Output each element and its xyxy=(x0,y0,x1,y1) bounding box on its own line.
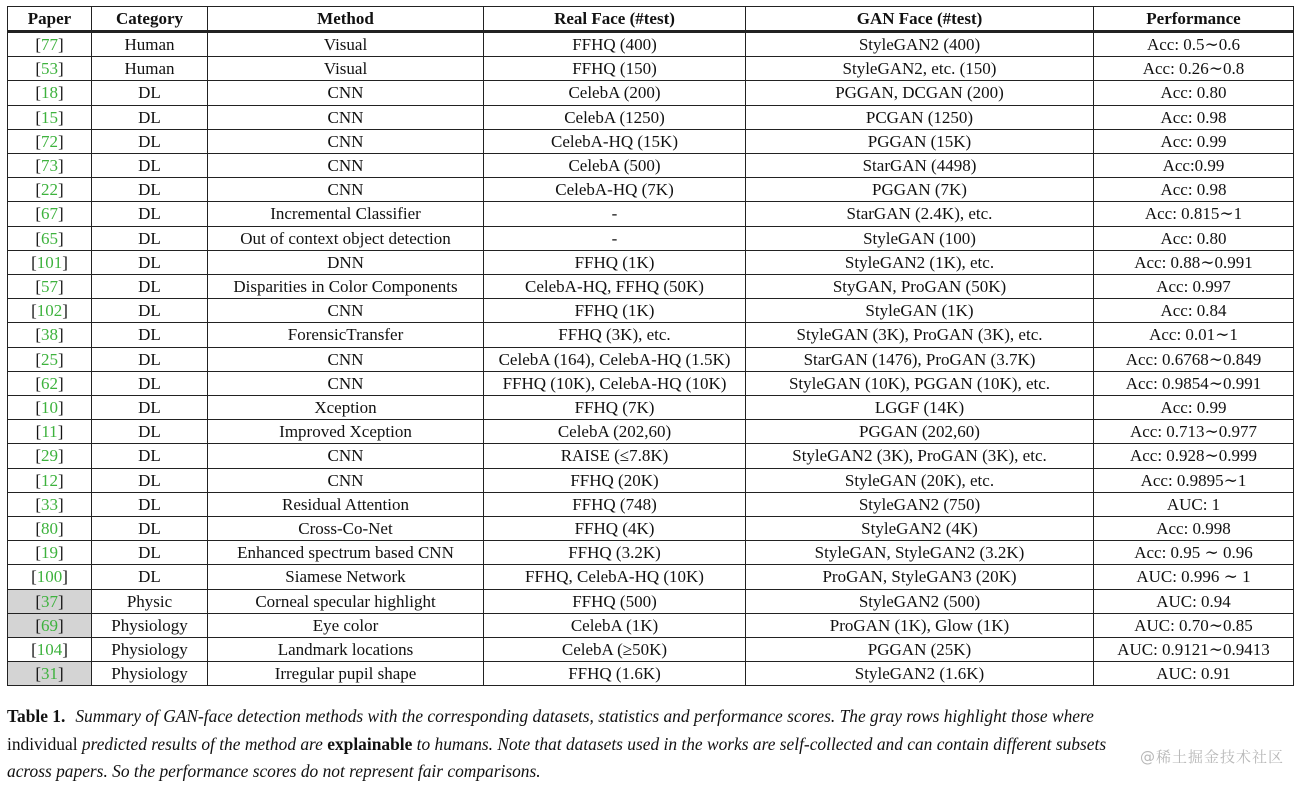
bracket-close: ] xyxy=(62,640,68,660)
cell-method: ForensicTransfer xyxy=(208,323,484,347)
cell-method: Disparities in Color Components xyxy=(208,275,484,299)
reference-link[interactable]: 15 xyxy=(41,107,58,127)
table-row xyxy=(8,32,1294,57)
table-row xyxy=(8,154,1294,178)
cell-method: Incremental Classifier xyxy=(208,202,484,226)
bracket-open: [ xyxy=(35,156,41,176)
watermark: @稀土掘金技术社区 xyxy=(1139,748,1284,766)
cell-paper xyxy=(8,662,92,686)
cell-paper xyxy=(8,81,92,105)
cell-method: CNN xyxy=(208,468,484,492)
cell-real-face: CelebA (500) xyxy=(484,154,746,178)
bracket-open: [ xyxy=(35,349,41,369)
cell-paper xyxy=(8,420,92,444)
cell-method: Xception xyxy=(208,396,484,420)
bracket-close: ] xyxy=(58,591,64,611)
cell-gan-face: StyleGAN (3K), ProGAN (3K), etc. xyxy=(746,323,1094,347)
reference-link[interactable]: 10 xyxy=(41,398,58,418)
cell-method: Irregular pupil shape xyxy=(208,662,484,686)
cell-method: CNN xyxy=(208,81,484,105)
cell-real-face: FFHQ (1K) xyxy=(484,299,746,323)
table-row xyxy=(8,517,1294,541)
reference-link[interactable]: 18 xyxy=(41,83,58,103)
bracket-close: ] xyxy=(58,107,64,127)
cell-gan-face: StyleGAN (10K), PGGAN (10K), etc. xyxy=(746,371,1094,395)
cell-performance: Acc: 0.26∼0.8 xyxy=(1094,57,1294,81)
bracket-close: ] xyxy=(58,35,64,54)
cell-real-face: RAISE (≤7.8K) xyxy=(484,444,746,468)
cell-real-face: FFHQ (748) xyxy=(484,492,746,516)
table-row xyxy=(8,178,1294,202)
cell-performance: Acc: 0.01∼1 xyxy=(1094,323,1294,347)
cell-performance: AUC: 0.70∼0.85 xyxy=(1094,613,1294,637)
cell-real-face: FFHQ (500) xyxy=(484,589,746,613)
reference-link[interactable]: 29 xyxy=(41,446,58,466)
bracket-open: [ xyxy=(31,301,37,321)
caption-text-5: across papers. So the performance scores do not represent fair comparisons. xyxy=(7,761,541,781)
bracket-open: [ xyxy=(35,494,41,514)
cell-performance: Acc: 0.88∼0.991 xyxy=(1094,250,1294,274)
bracket-open: [ xyxy=(35,131,41,151)
cell-category: DL xyxy=(92,275,208,299)
cell-gan-face: PGGAN (202,60) xyxy=(746,420,1094,444)
table-row xyxy=(8,468,1294,492)
header-category: Category xyxy=(92,7,208,32)
cell-real-face: CelebA (164), CelebA-HQ (1.5K) xyxy=(484,347,746,371)
cell-method: Corneal specular highlight xyxy=(208,589,484,613)
cell-method: Visual xyxy=(208,32,484,57)
cell-category: DL xyxy=(92,81,208,105)
bracket-close: ] xyxy=(58,131,64,151)
bracket-open: [ xyxy=(31,252,37,272)
reference-link[interactable]: 33 xyxy=(41,494,58,514)
cell-category: DL xyxy=(92,202,208,226)
cell-performance: Acc: 0.95 ∼ 0.96 xyxy=(1094,541,1294,565)
table-row xyxy=(8,613,1294,637)
cell-performance: Acc: 0.9895∼1 xyxy=(1094,468,1294,492)
reference-link[interactable]: 101 xyxy=(36,252,63,272)
bracket-close: ] xyxy=(58,470,64,490)
cell-real-face: FFHQ (1.6K) xyxy=(484,662,746,686)
cell-category: Physiology xyxy=(92,638,208,662)
cell-method: CNN xyxy=(208,129,484,153)
cell-category: Human xyxy=(92,32,208,57)
cell-method: CNN xyxy=(208,154,484,178)
bracket-open: [ xyxy=(35,83,41,103)
table-row xyxy=(8,81,1294,105)
cell-gan-face: PGGAN (25K) xyxy=(746,638,1094,662)
table-row xyxy=(8,541,1294,565)
table-row xyxy=(8,638,1294,662)
bracket-open: [ xyxy=(31,567,37,587)
cell-category: Physiology xyxy=(92,662,208,686)
cell-performance: AUC: 0.94 xyxy=(1094,589,1294,613)
cell-gan-face: PGGAN (7K) xyxy=(746,178,1094,202)
cell-performance: Acc: 0.80 xyxy=(1094,226,1294,250)
cell-method: CNN xyxy=(208,299,484,323)
cell-performance: AUC: 0.996 ∼ 1 xyxy=(1094,565,1294,589)
bracket-close: ] xyxy=(58,615,64,635)
bracket-close: ] xyxy=(58,519,64,539)
bracket-open: [ xyxy=(35,615,41,635)
bracket-close: ] xyxy=(58,277,64,297)
reference-link[interactable]: 38 xyxy=(41,325,58,345)
cell-category: DL xyxy=(92,420,208,444)
cell-real-face: FFHQ (4K) xyxy=(484,517,746,541)
cell-real-face: - xyxy=(484,202,746,226)
cell-paper xyxy=(8,468,92,492)
cell-method: Visual xyxy=(208,57,484,81)
bracket-open: [ xyxy=(35,59,41,79)
bracket-close: ] xyxy=(62,252,68,272)
bracket-open: [ xyxy=(35,398,41,418)
cell-performance: Acc: 0.928∼0.999 xyxy=(1094,444,1294,468)
reference-link[interactable]: 69 xyxy=(41,615,58,635)
cell-category: DL xyxy=(92,299,208,323)
cell-method: CNN xyxy=(208,347,484,371)
cell-method: CNN xyxy=(208,371,484,395)
bracket-close: ] xyxy=(58,398,64,418)
cell-paper xyxy=(8,178,92,202)
caption-text-2: individual xyxy=(7,733,78,754)
table-row xyxy=(8,250,1294,274)
cell-category: DL xyxy=(92,396,208,420)
cell-paper xyxy=(8,444,92,468)
cell-gan-face: StyleGAN2 (3K), ProGAN (3K), etc. xyxy=(746,444,1094,468)
cell-performance: Acc: 0.98 xyxy=(1094,105,1294,129)
table-container xyxy=(7,6,1293,686)
cell-gan-face: StyleGAN, StyleGAN2 (3.2K) xyxy=(746,541,1094,565)
table-row xyxy=(8,371,1294,395)
summary-table xyxy=(7,6,1294,686)
reference-link[interactable]: 100 xyxy=(36,567,63,587)
cell-performance: Acc: 0.5∼0.6 xyxy=(1094,32,1294,57)
cell-performance: AUC: 1 xyxy=(1094,492,1294,516)
bracket-open: [ xyxy=(35,519,41,539)
bracket-close: ] xyxy=(57,422,64,442)
cell-category: DL xyxy=(92,347,208,371)
cell-category: DL xyxy=(92,565,208,589)
table-row xyxy=(8,275,1294,299)
cell-gan-face: StyleGAN (20K), etc. xyxy=(746,468,1094,492)
cell-category: DL xyxy=(92,129,208,153)
cell-performance: Acc: 0.98 xyxy=(1094,178,1294,202)
reference-link[interactable]: 77 xyxy=(41,35,58,54)
bracket-open: [ xyxy=(35,543,41,563)
cell-method: Enhanced spectrum based CNN xyxy=(208,541,484,565)
bracket-close: ] xyxy=(58,373,64,393)
cell-real-face: FFHQ (1K) xyxy=(484,250,746,274)
cell-real-face: FFHQ (150) xyxy=(484,57,746,81)
bracket-open: [ xyxy=(35,180,41,200)
table-body xyxy=(8,32,1294,686)
cell-paper xyxy=(8,517,92,541)
cell-paper xyxy=(8,613,92,637)
caption-label: Table 1. xyxy=(7,706,66,726)
bracket-close: ] xyxy=(58,446,64,466)
cell-real-face: CelebA-HQ (7K) xyxy=(484,178,746,202)
bracket-open: [ xyxy=(31,640,37,660)
reference-link[interactable]: 73 xyxy=(41,156,58,176)
cell-paper xyxy=(8,541,92,565)
cell-paper xyxy=(8,154,92,178)
cell-category: Physic xyxy=(92,589,208,613)
cell-gan-face: StarGAN (2.4K), etc. xyxy=(746,202,1094,226)
cell-performance: AUC: 0.91 xyxy=(1094,662,1294,686)
cell-method: Out of context object detection xyxy=(208,226,484,250)
bracket-close: ] xyxy=(58,228,64,248)
cell-category: Physiology xyxy=(92,613,208,637)
bracket-close: ] xyxy=(58,83,64,103)
header-performance: Performance xyxy=(1094,7,1294,32)
cell-paper xyxy=(8,492,92,516)
cell-performance: Acc: 0.998 xyxy=(1094,517,1294,541)
cell-method: CNN xyxy=(208,105,484,129)
bracket-close: ] xyxy=(62,301,68,321)
cell-real-face: CelebA-HQ, FFHQ (50K) xyxy=(484,275,746,299)
cell-paper xyxy=(8,347,92,371)
bracket-open: [ xyxy=(35,664,41,684)
cell-paper xyxy=(8,57,92,81)
cell-category: DL xyxy=(92,154,208,178)
table-row xyxy=(8,662,1294,686)
cell-method: Cross-Co-Net xyxy=(208,517,484,541)
cell-category: DL xyxy=(92,323,208,347)
bracket-open: [ xyxy=(35,228,41,248)
bracket-close: ] xyxy=(58,349,64,369)
cell-gan-face: PGGAN, DCGAN (200) xyxy=(746,81,1094,105)
bracket-open: [ xyxy=(35,470,41,490)
cell-gan-face: LGGF (14K) xyxy=(746,396,1094,420)
table-row xyxy=(8,129,1294,153)
cell-real-face: CelebA (200) xyxy=(484,81,746,105)
bracket-close: ] xyxy=(62,567,68,587)
cell-category: DL xyxy=(92,517,208,541)
reference-link[interactable]: 25 xyxy=(41,349,58,369)
cell-method: Landmark locations xyxy=(208,638,484,662)
reference-link[interactable]: 62 xyxy=(41,373,58,393)
cell-category: Human xyxy=(92,57,208,81)
cell-performance: Acc: 0.815∼1 xyxy=(1094,202,1294,226)
table-row xyxy=(8,589,1294,613)
reference-link[interactable]: 53 xyxy=(41,59,58,79)
reference-link[interactable]: 12 xyxy=(41,470,58,490)
bracket-close: ] xyxy=(58,180,64,200)
cell-gan-face: ProGAN (1K), Glow (1K) xyxy=(746,613,1094,637)
bracket-open: [ xyxy=(35,204,41,224)
caption-bold-word: explainable xyxy=(327,733,413,754)
cell-real-face: FFHQ (3.2K) xyxy=(484,541,746,565)
reference-link[interactable]: 80 xyxy=(41,519,58,539)
cell-performance: Acc: 0.713∼0.977 xyxy=(1094,420,1294,444)
cell-performance: Acc:0.99 xyxy=(1094,154,1294,178)
reference-link[interactable]: 72 xyxy=(41,131,58,151)
cell-gan-face: StarGAN (4498) xyxy=(746,154,1094,178)
bracket-close: ] xyxy=(58,494,64,514)
reference-link[interactable]: 11 xyxy=(41,422,58,442)
cell-method: CNN xyxy=(208,178,484,202)
cell-real-face: FFHQ (10K), CelebA-HQ (10K) xyxy=(484,371,746,395)
table-row xyxy=(8,57,1294,81)
bracket-open: [ xyxy=(35,35,41,54)
caption-text-4: to humans. Note that datasets used in the works are self-collected and can contain different subsets xyxy=(416,733,1107,754)
bracket-open: [ xyxy=(35,107,41,127)
reference-link[interactable]: 67 xyxy=(41,204,58,224)
cell-paper xyxy=(8,565,92,589)
cell-paper xyxy=(8,250,92,274)
cell-gan-face: StyleGAN (1K) xyxy=(746,299,1094,323)
cell-method: DNN xyxy=(208,250,484,274)
cell-category: DL xyxy=(92,178,208,202)
cell-paper xyxy=(8,396,92,420)
cell-performance: Acc: 0.99 xyxy=(1094,396,1294,420)
cell-category: DL xyxy=(92,226,208,250)
cell-gan-face: StyleGAN (100) xyxy=(746,226,1094,250)
table-caption xyxy=(7,703,1303,786)
table-row xyxy=(8,347,1294,371)
cell-performance: AUC: 0.9121∼0.9413 xyxy=(1094,638,1294,662)
bracket-close: ] xyxy=(58,59,64,79)
header-real-face: Real Face (#test) xyxy=(484,7,746,32)
cell-paper xyxy=(8,299,92,323)
bracket-close: ] xyxy=(58,664,64,684)
bracket-open: [ xyxy=(35,446,41,466)
cell-paper xyxy=(8,32,92,57)
cell-gan-face: StyleGAN2 (4K) xyxy=(746,517,1094,541)
cell-real-face: CelebA (1K) xyxy=(484,613,746,637)
cell-paper xyxy=(8,226,92,250)
cell-real-face: FFHQ (7K) xyxy=(484,396,746,420)
cell-performance: Acc: 0.99 xyxy=(1094,129,1294,153)
bracket-close: ] xyxy=(58,543,64,563)
cell-gan-face: StyleGAN2 (750) xyxy=(746,492,1094,516)
reference-link[interactable]: 31 xyxy=(41,664,58,684)
cell-real-face: - xyxy=(484,226,746,250)
table-row xyxy=(8,202,1294,226)
bracket-open: [ xyxy=(35,422,42,442)
cell-real-face: CelebA (1250) xyxy=(484,105,746,129)
reference-link[interactable]: 65 xyxy=(41,228,58,248)
reference-link[interactable]: 22 xyxy=(41,180,58,200)
cell-real-face: FFHQ (400) xyxy=(484,32,746,57)
cell-performance: Acc: 0.80 xyxy=(1094,81,1294,105)
header-method: Method xyxy=(208,7,484,32)
table-row xyxy=(8,492,1294,516)
cell-category: DL xyxy=(92,541,208,565)
cell-real-face: FFHQ (3K), etc. xyxy=(484,323,746,347)
caption-text-3: predicted results of the method are xyxy=(81,733,323,754)
cell-real-face: CelebA (≥50K) xyxy=(484,638,746,662)
cell-paper xyxy=(8,323,92,347)
cell-performance: Acc: 0.997 xyxy=(1094,275,1294,299)
table-row xyxy=(8,105,1294,129)
cell-paper xyxy=(8,589,92,613)
table-row xyxy=(8,299,1294,323)
cell-paper xyxy=(8,202,92,226)
cell-gan-face: StyGAN, ProGAN (50K) xyxy=(746,275,1094,299)
cell-category: DL xyxy=(92,250,208,274)
header-gan-face: GAN Face (#test) xyxy=(746,7,1094,32)
reference-link[interactable]: 57 xyxy=(41,277,58,297)
cell-gan-face: StarGAN (1476), ProGAN (3.7K) xyxy=(746,347,1094,371)
cell-category: DL xyxy=(92,492,208,516)
cell-paper xyxy=(8,129,92,153)
cell-category: DL xyxy=(92,105,208,129)
cell-category: DL xyxy=(92,468,208,492)
cell-gan-face: StyleGAN2 (400) xyxy=(746,32,1094,57)
bracket-close: ] xyxy=(58,325,64,345)
reference-link[interactable]: 19 xyxy=(41,543,58,563)
cell-real-face: FFHQ, CelebA-HQ (10K) xyxy=(484,565,746,589)
cell-gan-face: PGGAN (15K) xyxy=(746,129,1094,153)
table-row xyxy=(8,565,1294,589)
table-row xyxy=(8,396,1294,420)
cell-gan-face: ProGAN, StyleGAN3 (20K) xyxy=(746,565,1094,589)
cell-gan-face: StyleGAN2 (1.6K) xyxy=(746,662,1094,686)
caption-text-1: Summary of GAN-face detection methods with the corresponding datasets, statistics and performance scores. The gray rows highlight those where xyxy=(75,706,1094,726)
reference-link[interactable]: 102 xyxy=(36,301,63,321)
bracket-open: [ xyxy=(35,373,41,393)
bracket-close: ] xyxy=(58,204,64,224)
reference-link[interactable]: 37 xyxy=(41,591,58,611)
reference-link[interactable]: 104 xyxy=(36,640,63,660)
cell-paper xyxy=(8,275,92,299)
bracket-open: [ xyxy=(35,591,41,611)
cell-performance: Acc: 0.6768∼0.849 xyxy=(1094,347,1294,371)
cell-real-face: CelebA (202,60) xyxy=(484,420,746,444)
cell-category: DL xyxy=(92,444,208,468)
header-paper: Paper xyxy=(8,7,92,32)
cell-method: Residual Attention xyxy=(208,492,484,516)
cell-paper xyxy=(8,371,92,395)
cell-gan-face: StyleGAN2 (1K), etc. xyxy=(746,250,1094,274)
cell-performance: Acc: 0.9854∼0.991 xyxy=(1094,371,1294,395)
cell-performance: Acc: 0.84 xyxy=(1094,299,1294,323)
cell-paper xyxy=(8,638,92,662)
bracket-open: [ xyxy=(35,277,41,297)
bracket-close: ] xyxy=(58,156,64,176)
cell-method: CNN xyxy=(208,444,484,468)
cell-method: Improved Xception xyxy=(208,420,484,444)
table-row xyxy=(8,420,1294,444)
table-row xyxy=(8,226,1294,250)
cell-gan-face: PCGAN (1250) xyxy=(746,105,1094,129)
cell-paper xyxy=(8,105,92,129)
bracket-open: [ xyxy=(35,325,41,345)
cell-category: DL xyxy=(92,371,208,395)
table-row xyxy=(8,444,1294,468)
cell-gan-face: StyleGAN2 (500) xyxy=(746,589,1094,613)
cell-gan-face: StyleGAN2, etc. (150) xyxy=(746,57,1094,81)
table-row xyxy=(8,323,1294,347)
table-header-row xyxy=(8,7,1294,32)
cell-method: Eye color xyxy=(208,613,484,637)
cell-real-face: CelebA-HQ (15K) xyxy=(484,129,746,153)
cell-method: Siamese Network xyxy=(208,565,484,589)
cell-real-face: FFHQ (20K) xyxy=(484,468,746,492)
